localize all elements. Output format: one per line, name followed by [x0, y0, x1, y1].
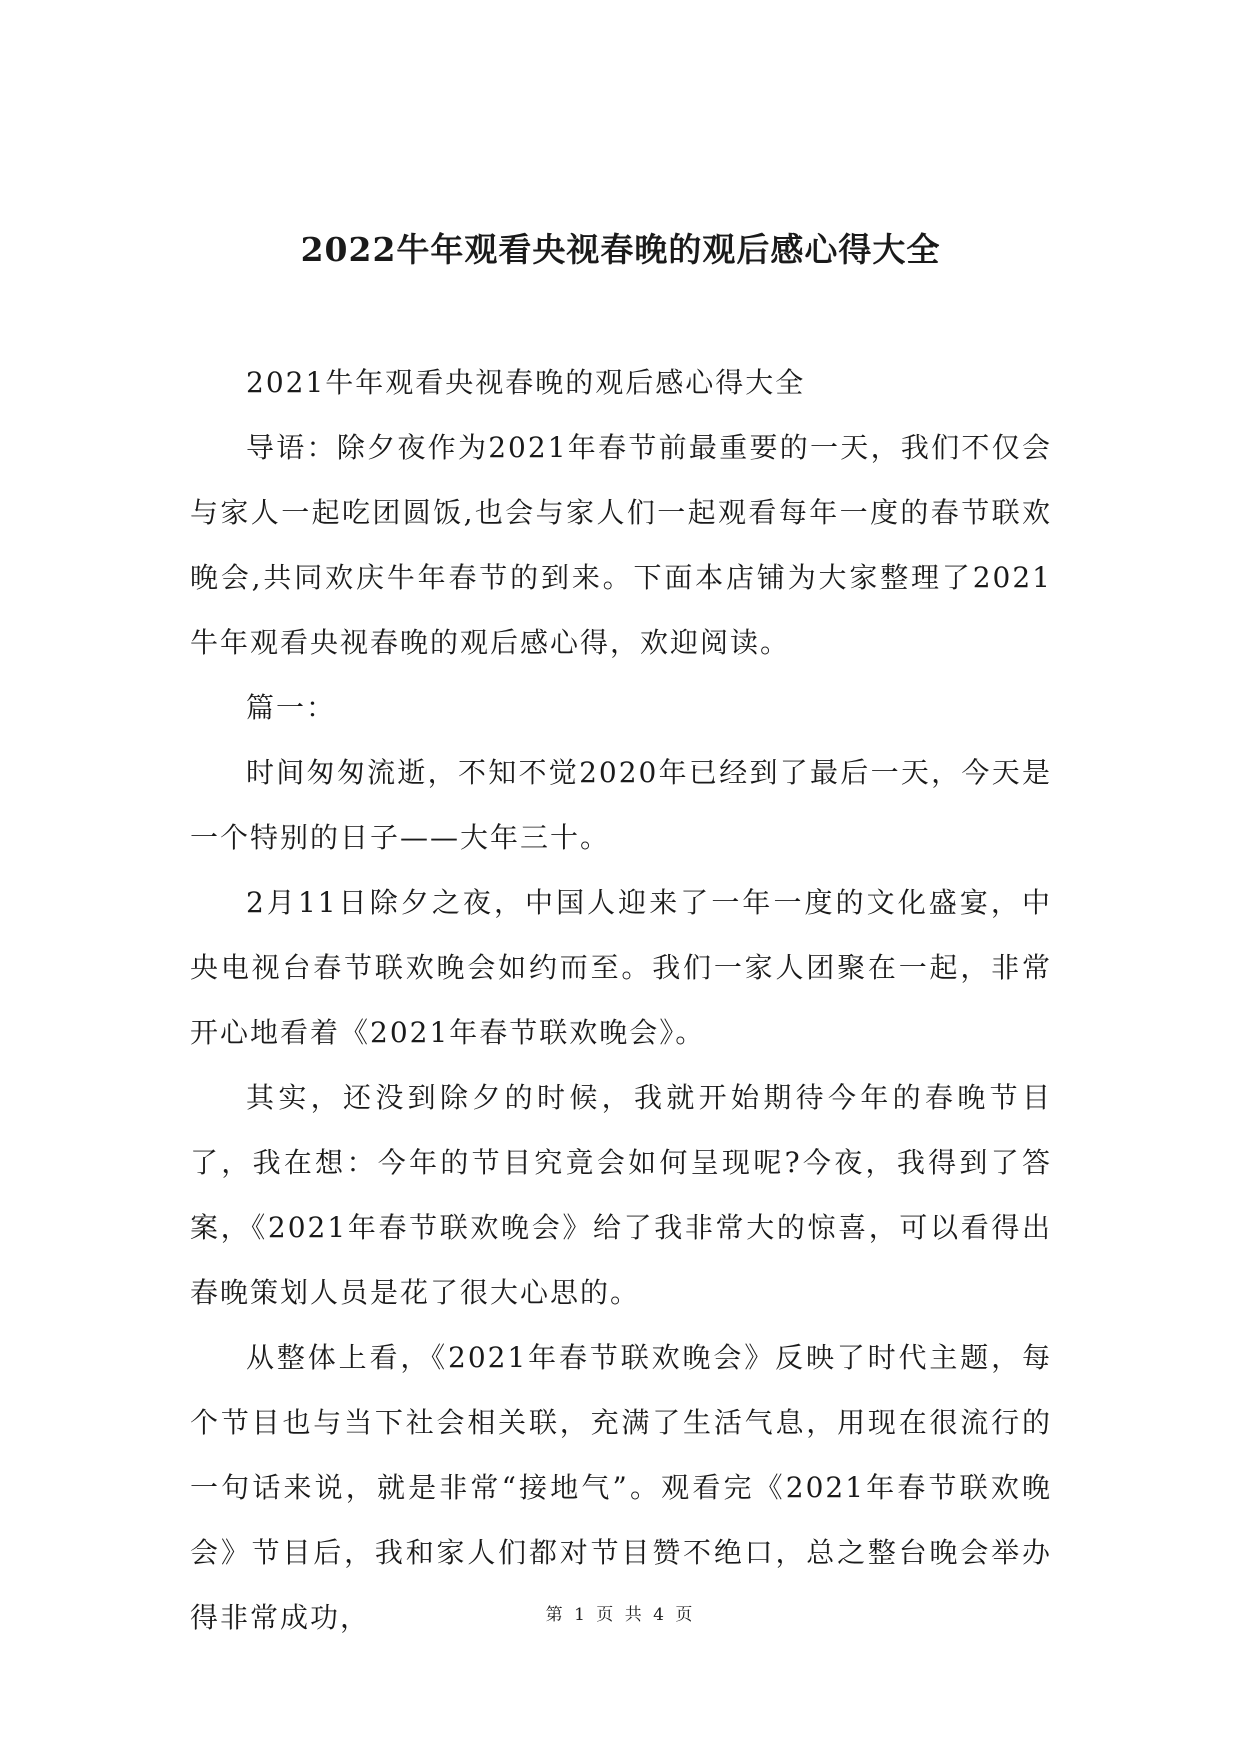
paragraph: 导语：除夕夜作为2021年春节前最重要的一天，我们不仅会与家人一起吃团圆饭,也会与家人们一起观看每年一度的春节联欢晚会,共同欢庆牛年春节的到来。下面本店铺为大家整理了2021牛年观看央视春晚的观后感心得，欢迎阅读。: [190, 431, 1052, 659]
document-title: 2022牛年观看央视春晚的观后感心得大全: [300, 230, 941, 269]
paragraph: 时间匆匆流逝，不知不觉2020年已经到了最后一天，今天是一个特别的日子——大年三十。: [190, 756, 1052, 854]
paragraph: 从整体上看，《2021年春节联欢晚会》反映了时代主题，每个节目也与当下社会相关联，充满了生活气息，用现在很流行的一句话来说，就是非常“接地气”。观看完《2021年春节联欢晚会》节目后，我和家人们都对节目赞不绝口，总之整台晚会举办得非常成功，: [190, 1341, 1052, 1634]
paragraph: 2月11日除夕之夜，中国人迎来了一年一度的文化盛宴，中央电视台春节联欢晚会如约而至。我们一家人团聚在一起，非常开心地看着《2021年春节联欢晚会》。: [190, 886, 1052, 1049]
paragraph: 其实，还没到除夕的时候，我就开始期待今年的春晚节目了，我在想：今年的节目究竟会如何呈现呢?今夜，我得到了答案，《2021年春节联欢晚会》给了我非常大的惊喜，可以看得出春晚策划人员是花了很大心思的。: [190, 1081, 1052, 1309]
page-number-footer: 第 1 页 共 4 页: [545, 1605, 696, 1625]
paragraph: 篇一：: [246, 691, 337, 724]
paragraph: 2021牛年观看央视春晚的观后感心得大全: [246, 366, 806, 399]
document-body: [190, 350, 1052, 1650]
